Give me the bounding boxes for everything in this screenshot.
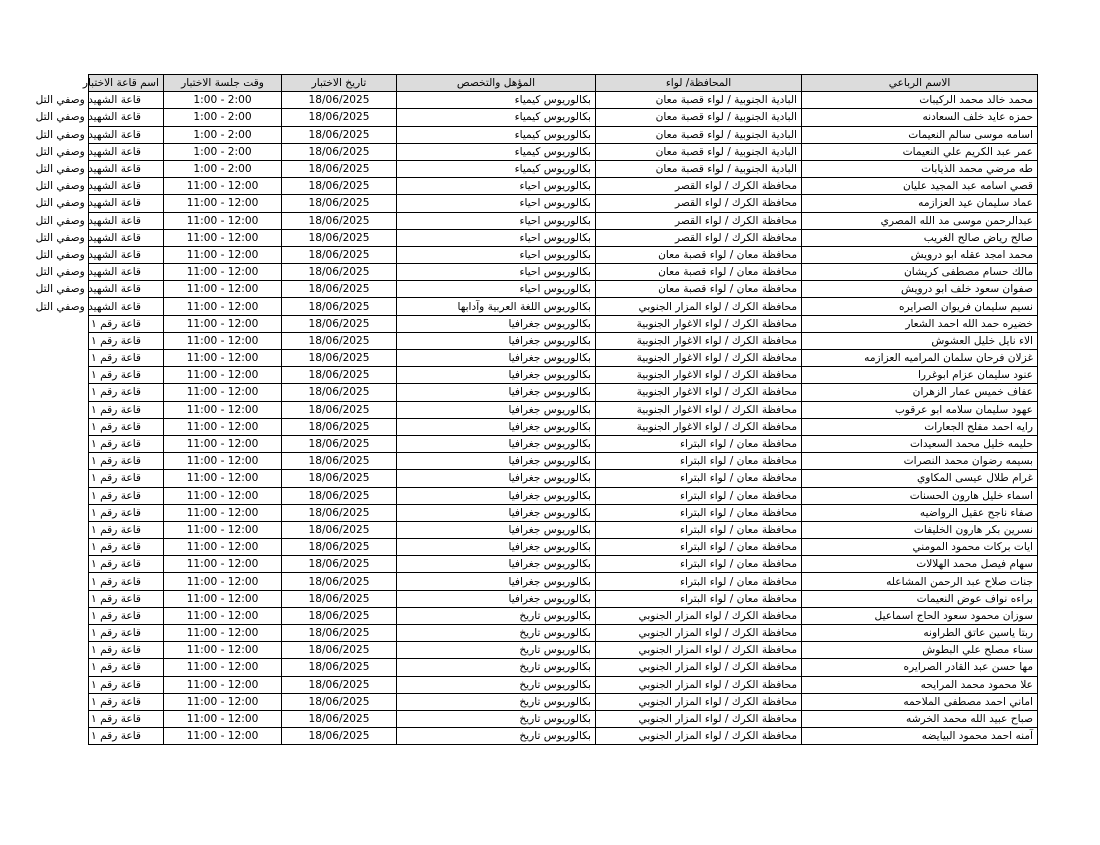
cell-hall: قاعة الشهيد وصفي التل xyxy=(89,195,164,212)
cell-governorate: البادية الجنوبية / لواء قصبة معان xyxy=(596,92,802,109)
cell-specialty: بكالوريوس جغرافيا xyxy=(397,435,596,452)
cell-time: 11:00 - 12:00 xyxy=(164,539,282,556)
cell-time: 11:00 - 12:00 xyxy=(164,435,282,452)
cell-time: 11:00 - 12:00 xyxy=(164,178,282,195)
cell-hall: قاعة الشهيد وصفي التل xyxy=(89,109,164,126)
cell-specialty: بكالوريوس تاريخ xyxy=(397,659,596,676)
cell-hall: قاعة رقم ١ xyxy=(89,728,164,745)
cell-time: 11:00 - 12:00 xyxy=(164,401,282,418)
cell-hall: قاعة رقم ١ xyxy=(89,659,164,676)
cell-date: 18/06/2025 xyxy=(282,504,397,521)
cell-date: 18/06/2025 xyxy=(282,92,397,109)
table-row xyxy=(89,281,1038,298)
cell-governorate: محافظة الكرك / لواء الاغوار الجنوبية xyxy=(596,350,802,367)
cell-date: 18/06/2025 xyxy=(282,676,397,693)
cell-specialty: بكالوريوس تاريخ xyxy=(397,728,596,745)
cell-governorate: محافظة الكرك / لواء الاغوار الجنوبية xyxy=(596,384,802,401)
cell-name: سهام فيصل محمد الهلالات xyxy=(802,556,1038,573)
cell-date: 18/06/2025 xyxy=(282,607,397,624)
table-row xyxy=(89,659,1038,676)
table-row xyxy=(89,573,1038,590)
header-hall: اسم قاعة الاختبار xyxy=(89,75,164,92)
cell-specialty: بكالوريوس اللغة العربية وآدابها xyxy=(397,298,596,315)
cell-time: 1:00 - 2:00 xyxy=(164,109,282,126)
table-row xyxy=(89,109,1038,126)
cell-name: جنات صلاح عبد الرحمن المشاعله xyxy=(802,573,1038,590)
cell-time: 11:00 - 12:00 xyxy=(164,298,282,315)
cell-governorate: محافظة معان / لواء البتراء xyxy=(596,453,802,470)
cell-time: 11:00 - 12:00 xyxy=(164,521,282,538)
table-row xyxy=(89,92,1038,109)
cell-name: آمنه احمد محمود البيايضه xyxy=(802,728,1038,745)
cell-specialty: بكالوريوس تاريخ xyxy=(397,625,596,642)
cell-name: علا محمود محمد المرايحه xyxy=(802,676,1038,693)
cell-time: 11:00 - 12:00 xyxy=(164,728,282,745)
cell-time: 1:00 - 2:00 xyxy=(164,92,282,109)
table-row xyxy=(89,298,1038,315)
cell-governorate: محافظة الكرك / لواء القصر xyxy=(596,195,802,212)
table-row xyxy=(89,401,1038,418)
cell-date: 18/06/2025 xyxy=(282,625,397,642)
cell-hall: قاعة رقم ١ xyxy=(89,539,164,556)
cell-date: 18/06/2025 xyxy=(282,126,397,143)
cell-specialty: بكالوريوس تاريخ xyxy=(397,642,596,659)
table-row xyxy=(89,384,1038,401)
cell-specialty: بكالوريوس كيمياء xyxy=(397,160,596,177)
cell-governorate: محافظة معان / لواء البتراء xyxy=(596,487,802,504)
cell-specialty: بكالوريوس جغرافيا xyxy=(397,367,596,384)
cell-date: 18/06/2025 xyxy=(282,350,397,367)
cell-hall: قاعة الشهيد وصفي التل xyxy=(89,143,164,160)
cell-name: عهود سليمان سلامه ابو عرقوب xyxy=(802,401,1038,418)
header-time: وقت جلسة الاختبار xyxy=(164,75,282,92)
cell-specialty: بكالوريوس احياء xyxy=(397,281,596,298)
cell-date: 18/06/2025 xyxy=(282,212,397,229)
cell-time: 11:00 - 12:00 xyxy=(164,710,282,727)
table-row xyxy=(89,350,1038,367)
cell-time: 11:00 - 12:00 xyxy=(164,384,282,401)
cell-time: 1:00 - 2:00 xyxy=(164,143,282,160)
cell-specialty: بكالوريوس جغرافيا xyxy=(397,315,596,332)
cell-hall: قاعة الشهيد وصفي التل xyxy=(89,281,164,298)
cell-governorate: محافظة معان / لواء البتراء xyxy=(596,521,802,538)
cell-specialty: بكالوريوس جغرافيا xyxy=(397,590,596,607)
cell-governorate: البادية الجنوبية / لواء قصبة معان xyxy=(596,109,802,126)
table-row xyxy=(89,315,1038,332)
cell-specialty: بكالوريوس احياء xyxy=(397,212,596,229)
cell-name: صفوان سعود خلف ابو درويش xyxy=(802,281,1038,298)
cell-time: 11:00 - 12:00 xyxy=(164,195,282,212)
cell-date: 18/06/2025 xyxy=(282,401,397,418)
exam-schedule-table xyxy=(35,74,1038,745)
cell-hall: قاعة رقم ١ xyxy=(89,676,164,693)
cell-governorate: محافظة معان / لواء قصبة معان xyxy=(596,264,802,281)
cell-specialty: بكالوريوس جغرافيا xyxy=(397,504,596,521)
cell-governorate: محافظة الكرك / لواء القصر xyxy=(596,229,802,246)
cell-hall: قاعة رقم ١ xyxy=(89,384,164,401)
cell-governorate: محافظة الكرك / لواء المزار الجنوبي xyxy=(596,607,802,624)
cell-governorate: محافظة الكرك / لواء المزار الجنوبي xyxy=(596,625,802,642)
cell-date: 18/06/2025 xyxy=(282,487,397,504)
cell-hall: قاعة رقم ١ xyxy=(89,625,164,642)
cell-specialty: بكالوريوس جغرافيا xyxy=(397,350,596,367)
cell-hall: قاعة الشهيد وصفي التل xyxy=(89,298,164,315)
cell-time: 11:00 - 12:00 xyxy=(164,453,282,470)
table-row xyxy=(89,332,1038,349)
cell-governorate: محافظة الكرك / لواء الاغوار الجنوبية xyxy=(596,418,802,435)
cell-time: 11:00 - 12:00 xyxy=(164,332,282,349)
cell-time: 11:00 - 12:00 xyxy=(164,590,282,607)
cell-name: محمد امجد عقله ابو درويش xyxy=(802,246,1038,263)
cell-name: براءه نواف عوض النعيمات xyxy=(802,590,1038,607)
cell-hall: قاعة رقم ١ xyxy=(89,401,164,418)
cell-hall: قاعة رقم ١ xyxy=(89,332,164,349)
cell-specialty: بكالوريوس تاريخ xyxy=(397,676,596,693)
table-row xyxy=(89,676,1038,693)
cell-hall: قاعة رقم ١ xyxy=(89,453,164,470)
cell-time: 11:00 - 12:00 xyxy=(164,315,282,332)
cell-governorate: محافظة الكرك / لواء الاغوار الجنوبية xyxy=(596,315,802,332)
cell-name: نسرين بكر هارون الخليفات xyxy=(802,521,1038,538)
cell-date: 18/06/2025 xyxy=(282,590,397,607)
cell-hall: قاعة رقم ١ xyxy=(89,693,164,710)
table-row xyxy=(89,212,1038,229)
cell-date: 18/06/2025 xyxy=(282,728,397,745)
cell-name: صفاء ناجح عقيل الرواضيه xyxy=(802,504,1038,521)
cell-governorate: البادية الجنوبية / لواء قصبة معان xyxy=(596,126,802,143)
header-specialty: المؤهل والتخصص xyxy=(397,75,596,92)
cell-time: 11:00 - 12:00 xyxy=(164,642,282,659)
cell-date: 18/06/2025 xyxy=(282,178,397,195)
cell-name: اسماء خليل هارون الحسنات xyxy=(802,487,1038,504)
cell-time: 1:00 - 2:00 xyxy=(164,126,282,143)
table-row xyxy=(89,556,1038,573)
cell-time: 11:00 - 12:00 xyxy=(164,693,282,710)
cell-name: مالك حسام مصطفى كريشان xyxy=(802,264,1038,281)
table-body xyxy=(35,92,1038,745)
table-row xyxy=(89,246,1038,263)
cell-time: 11:00 - 12:00 xyxy=(164,350,282,367)
cell-governorate: محافظة الكرك / لواء المزار الجنوبي xyxy=(596,642,802,659)
cell-time: 11:00 - 12:00 xyxy=(164,556,282,573)
cell-specialty: بكالوريوس جغرافيا xyxy=(397,556,596,573)
cell-hall: قاعة رقم ١ xyxy=(89,367,164,384)
cell-specialty: بكالوريوس تاريخ xyxy=(397,710,596,727)
cell-date: 18/06/2025 xyxy=(282,642,397,659)
cell-name: نسيم سليمان فريوان الصرايره xyxy=(802,298,1038,315)
cell-hall: قاعة رقم ١ xyxy=(89,607,164,624)
cell-date: 18/06/2025 xyxy=(282,573,397,590)
cell-specialty: بكالوريوس كيمياء xyxy=(397,126,596,143)
cell-name: قصي اسامه عبد المجيد عليان xyxy=(802,178,1038,195)
cell-time: 11:00 - 12:00 xyxy=(164,229,282,246)
cell-governorate: محافظة الكرك / لواء المزار الجنوبي xyxy=(596,693,802,710)
cell-date: 18/06/2025 xyxy=(282,281,397,298)
cell-date: 18/06/2025 xyxy=(282,246,397,263)
cell-name: محمد خالد محمد الركيبات xyxy=(802,92,1038,109)
cell-name: عماد سليمان عيد العزازمه xyxy=(802,195,1038,212)
cell-time: 11:00 - 12:00 xyxy=(164,470,282,487)
cell-name: اماني احمد مصطفى الملاحمه xyxy=(802,693,1038,710)
cell-specialty: بكالوريوس جغرافيا xyxy=(397,401,596,418)
cell-time: 11:00 - 12:00 xyxy=(164,573,282,590)
cell-name: سناء مصلح علي البطوش xyxy=(802,642,1038,659)
cell-date: 18/06/2025 xyxy=(282,229,397,246)
table-row xyxy=(89,728,1038,745)
cell-hall: قاعة رقم ١ xyxy=(89,504,164,521)
header-date: تاريخ الاختبار xyxy=(282,75,397,92)
table-row xyxy=(89,642,1038,659)
table-row xyxy=(89,160,1038,177)
cell-governorate: البادية الجنوبية / لواء قصبة معان xyxy=(596,143,802,160)
cell-name: اسامه موسى سالم النعيمات xyxy=(802,126,1038,143)
cell-governorate: محافظة معان / لواء البتراء xyxy=(596,435,802,452)
cell-name: مها حسن عبد القادر الصرايره xyxy=(802,659,1038,676)
cell-time: 11:00 - 12:00 xyxy=(164,487,282,504)
cell-date: 18/06/2025 xyxy=(282,693,397,710)
cell-date: 18/06/2025 xyxy=(282,143,397,160)
header-governorate: المحافظة/ لواء xyxy=(596,75,802,92)
table-row xyxy=(89,590,1038,607)
cell-hall: قاعة رقم ١ xyxy=(89,521,164,538)
table-row xyxy=(89,264,1038,281)
cell-hall: قاعة رقم ١ xyxy=(89,556,164,573)
cell-date: 18/06/2025 xyxy=(282,521,397,538)
cell-hall: قاعة رقم ١ xyxy=(89,470,164,487)
cell-time: 1:00 - 2:00 xyxy=(164,160,282,177)
table-row xyxy=(89,126,1038,143)
table-row xyxy=(89,178,1038,195)
table-row xyxy=(89,195,1038,212)
cell-hall: قاعة الشهيد وصفي التل xyxy=(89,160,164,177)
cell-name: حليمه خليل محمد السعيدات xyxy=(802,435,1038,452)
cell-governorate: محافظة معان / لواء البتراء xyxy=(596,539,802,556)
cell-date: 18/06/2025 xyxy=(282,659,397,676)
cell-date: 18/06/2025 xyxy=(282,160,397,177)
cell-time: 11:00 - 12:00 xyxy=(164,418,282,435)
cell-name: عنود سليمان عزام ابوغررا xyxy=(802,367,1038,384)
cell-specialty: بكالوريوس احياء xyxy=(397,178,596,195)
table-row xyxy=(89,521,1038,538)
cell-governorate: محافظة الكرك / لواء المزار الجنوبي xyxy=(596,676,802,693)
cell-name: خضيره حمد الله احمد الشعار xyxy=(802,315,1038,332)
table-row xyxy=(89,470,1038,487)
cell-governorate: البادية الجنوبية / لواء قصبة معان xyxy=(596,160,802,177)
cell-hall: قاعة الشهيد وصفي التل xyxy=(89,229,164,246)
cell-hall: قاعة رقم ١ xyxy=(89,710,164,727)
cell-specialty: بكالوريوس احياء xyxy=(397,229,596,246)
cell-hall: قاعة رقم ١ xyxy=(89,487,164,504)
table-row xyxy=(89,453,1038,470)
table-row xyxy=(89,143,1038,160)
cell-specialty: بكالوريوس تاريخ xyxy=(397,607,596,624)
cell-specialty: بكالوريوس جغرافيا xyxy=(397,573,596,590)
cell-hall: قاعة رقم ١ xyxy=(89,315,164,332)
cell-date: 18/06/2025 xyxy=(282,264,397,281)
cell-governorate: محافظة الكرك / لواء الاغوار الجنوبية xyxy=(596,332,802,349)
cell-hall: قاعة رقم ١ xyxy=(89,642,164,659)
cell-governorate: محافظة الكرك / لواء المزار الجنوبي xyxy=(596,728,802,745)
cell-time: 11:00 - 12:00 xyxy=(164,625,282,642)
cell-governorate: محافظة معان / لواء قصبة معان xyxy=(596,281,802,298)
cell-name: عبدالرحمن موسى مد الله المصري xyxy=(802,212,1038,229)
cell-governorate: محافظة معان / لواء البتراء xyxy=(596,504,802,521)
cell-specialty: بكالوريوس احياء xyxy=(397,195,596,212)
cell-governorate: محافظة الكرك / لواء القصر xyxy=(596,212,802,229)
cell-governorate: محافظة الكرك / لواء الاغوار الجنوبية xyxy=(596,401,802,418)
cell-time: 11:00 - 12:00 xyxy=(164,676,282,693)
cell-governorate: محافظة معان / لواء البتراء xyxy=(596,590,802,607)
cell-specialty: بكالوريوس كيمياء xyxy=(397,109,596,126)
cell-specialty: بكالوريوس جغرافيا xyxy=(397,539,596,556)
table-row xyxy=(89,693,1038,710)
cell-name: الاء نايل خليل العشوش xyxy=(802,332,1038,349)
table-row xyxy=(89,504,1038,521)
cell-hall: قاعة رقم ١ xyxy=(89,573,164,590)
cell-hall: قاعة رقم ١ xyxy=(89,590,164,607)
cell-date: 18/06/2025 xyxy=(282,384,397,401)
cell-name: رايه احمد مفلح الجعارات xyxy=(802,418,1038,435)
cell-name: صباح عبيد الله محمد الخرشه xyxy=(802,710,1038,727)
cell-specialty: بكالوريوس جغرافيا xyxy=(397,470,596,487)
cell-hall: قاعة الشهيد وصفي التل xyxy=(89,212,164,229)
cell-name: صالح رياض صالح الغريب xyxy=(802,229,1038,246)
header-name: الاسم الرباعي xyxy=(802,75,1038,92)
cell-specialty: بكالوريوس تاريخ xyxy=(397,693,596,710)
cell-time: 11:00 - 12:00 xyxy=(164,281,282,298)
cell-governorate: محافظة معان / لواء البتراء xyxy=(596,470,802,487)
cell-time: 11:00 - 12:00 xyxy=(164,212,282,229)
table-row xyxy=(89,418,1038,435)
cell-date: 18/06/2025 xyxy=(282,470,397,487)
cell-specialty: بكالوريوس جغرافيا xyxy=(397,521,596,538)
cell-name: غرام طلال عيسى المكاوي xyxy=(802,470,1038,487)
table-row xyxy=(89,625,1038,642)
cell-hall: قاعة الشهيد وصفي التل xyxy=(89,126,164,143)
cell-specialty: بكالوريوس كيمياء xyxy=(397,92,596,109)
cell-date: 18/06/2025 xyxy=(282,556,397,573)
exam-schedule-sheet xyxy=(35,74,1038,745)
cell-governorate: محافظة الكرك / لواء القصر xyxy=(596,178,802,195)
cell-hall: قاعة رقم ١ xyxy=(89,435,164,452)
cell-date: 18/06/2025 xyxy=(282,418,397,435)
cell-name: عفاف خميس عمار الزهران xyxy=(802,384,1038,401)
cell-date: 18/06/2025 xyxy=(282,195,397,212)
cell-name: بسيمه رضوان محمد النصرات xyxy=(802,453,1038,470)
cell-name: غزلان فرحان سلمان المراميه العزازمه xyxy=(802,350,1038,367)
cell-governorate: محافظة الكرك / لواء المزار الجنوبي xyxy=(596,298,802,315)
cell-specialty: بكالوريوس احياء xyxy=(397,264,596,281)
cell-governorate: محافظة معان / لواء البتراء xyxy=(596,556,802,573)
cell-time: 11:00 - 12:00 xyxy=(164,246,282,263)
cell-governorate: محافظة معان / لواء قصبة معان xyxy=(596,246,802,263)
table-row xyxy=(89,487,1038,504)
cell-specialty: بكالوريوس جغرافيا xyxy=(397,453,596,470)
cell-time: 11:00 - 12:00 xyxy=(164,607,282,624)
table-row xyxy=(89,607,1038,624)
cell-date: 18/06/2025 xyxy=(282,539,397,556)
cell-hall: قاعة الشهيد وصفي التل xyxy=(89,92,164,109)
header-row xyxy=(89,75,1038,92)
cell-name: سوزان محمود سعود الحاج اسماعيل xyxy=(802,607,1038,624)
cell-date: 18/06/2025 xyxy=(282,453,397,470)
cell-date: 18/06/2025 xyxy=(282,710,397,727)
cell-date: 18/06/2025 xyxy=(282,315,397,332)
cell-date: 18/06/2025 xyxy=(282,435,397,452)
cell-hall: قاعة الشهيد وصفي التل xyxy=(89,246,164,263)
cell-time: 11:00 - 12:00 xyxy=(164,659,282,676)
table-row xyxy=(89,539,1038,556)
cell-governorate: محافظة الكرك / لواء المزار الجنوبي xyxy=(596,659,802,676)
cell-specialty: بكالوريوس جغرافيا xyxy=(397,384,596,401)
cell-specialty: بكالوريوس جغرافيا xyxy=(397,332,596,349)
cell-name: ايات بركات محمود المومني xyxy=(802,539,1038,556)
cell-hall: قاعة الشهيد وصفي التل xyxy=(89,178,164,195)
cell-time: 11:00 - 12:00 xyxy=(164,504,282,521)
cell-specialty: بكالوريوس جغرافيا xyxy=(397,487,596,504)
cell-specialty: بكالوريوس احياء xyxy=(397,246,596,263)
cell-governorate: محافظة الكرك / لواء الاغوار الجنوبية xyxy=(596,367,802,384)
cell-time: 11:00 - 12:00 xyxy=(164,367,282,384)
cell-date: 18/06/2025 xyxy=(282,332,397,349)
cell-hall: قاعة الشهيد وصفي التل xyxy=(89,264,164,281)
cell-governorate: محافظة الكرك / لواء المزار الجنوبي xyxy=(596,710,802,727)
cell-specialty: بكالوريوس جغرافيا xyxy=(397,418,596,435)
cell-specialty: بكالوريوس كيمياء xyxy=(397,143,596,160)
cell-name: طه مرضي محمد الذيابات xyxy=(802,160,1038,177)
cell-date: 18/06/2025 xyxy=(282,367,397,384)
cell-hall: قاعة رقم ١ xyxy=(89,350,164,367)
cell-time: 11:00 - 12:00 xyxy=(164,264,282,281)
table-row xyxy=(89,229,1038,246)
table-row xyxy=(89,367,1038,384)
cell-governorate: محافظة معان / لواء البتراء xyxy=(596,573,802,590)
cell-date: 18/06/2025 xyxy=(282,298,397,315)
table-row xyxy=(89,435,1038,452)
cell-name: ربتا ياسين عاتق الطراونه xyxy=(802,625,1038,642)
cell-hall: قاعة رقم ١ xyxy=(89,418,164,435)
cell-name: حمزه عايد خلف السعادنه xyxy=(802,109,1038,126)
cell-date: 18/06/2025 xyxy=(282,109,397,126)
cell-name: عمر عبد الكريم علي النعيمات xyxy=(802,143,1038,160)
table-row xyxy=(89,710,1038,727)
